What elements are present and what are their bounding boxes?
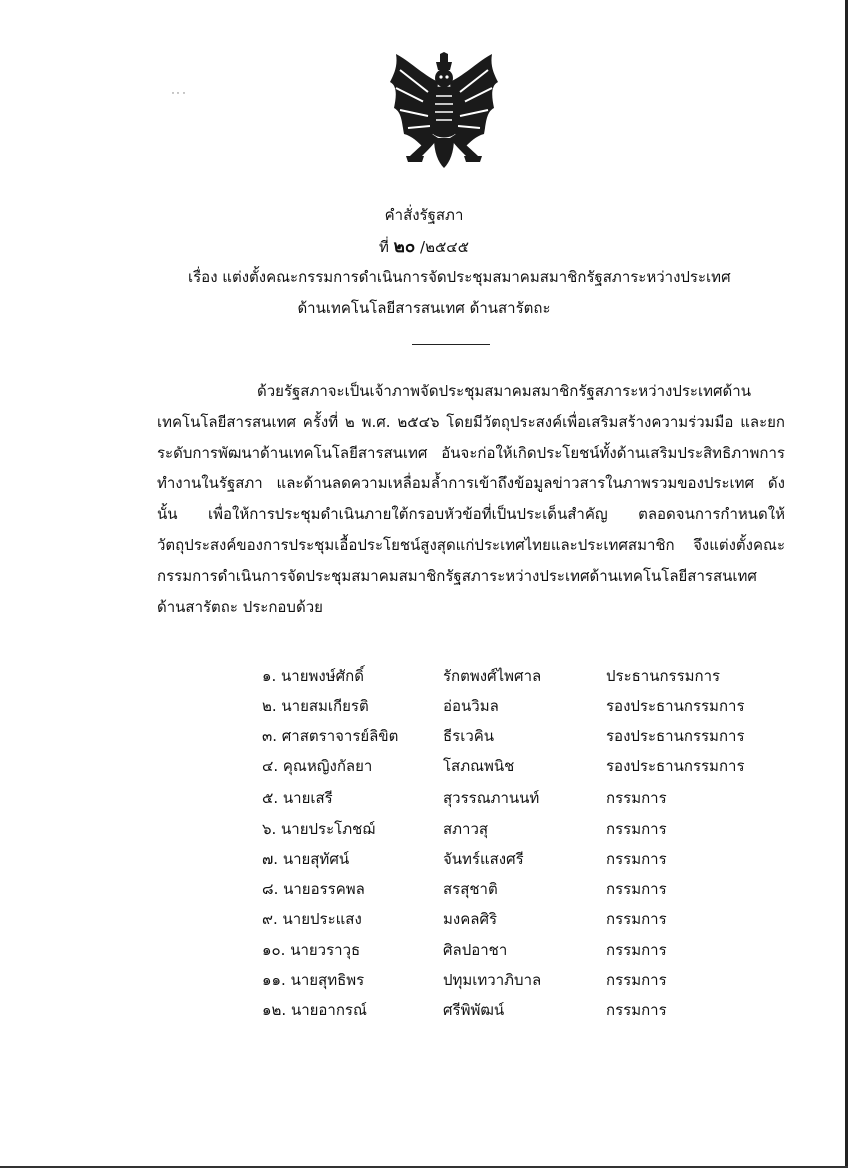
member-surname: ธีรเวคิน [443, 727, 495, 745]
order-number [0, 233, 848, 260]
member-name: ๓. ศาสตราจารย์ลิขิต [262, 727, 399, 745]
order-body [157, 376, 785, 622]
member-position: กรรมการ [606, 820, 667, 838]
member-surname: จันทร์แสงศรี [443, 850, 524, 868]
member-position: รองประธานกรรมการ [606, 697, 745, 715]
member-name: ๑. นายพงษ์ศักดิ์ [262, 667, 364, 685]
member-name: ๖. นายประโภชฌ์ [262, 820, 376, 838]
subject-line: เรื่อง แต่งตั้งคณะกรรมการดำเนินการจัดประชุมสมาคมสมาชิกรัฐสภาระหว่างประเทศ [188, 268, 731, 286]
member-name: ๑๑. นายสุทธิพร [262, 971, 365, 989]
member-position: กรรมการ [606, 850, 667, 868]
member-surname: อ่อนวิมล [443, 697, 499, 715]
order-body-text: ด้วยรัฐสภาจะเป็นเจ้าภาพจัดประชุมสมาคมสมาชิกรัฐสภาระหว่างประเทศด้านเทคโนโลยีสารสนเทศ ครั้งที่ ๒ พ.ศ. ๒๕๔๖ โดยมีวัตถุประสงค์เพื่อเสริมสร้างความร่วมมือ และยกระดับการพัฒนาด้านเทคโนโลยีสารสนเทศ อันจะก่อให้เกิดประโยชน์ทั้งด้านเสริมประสิทธิภาพการทำงานในรัฐสภา และด้านลดความเหลื่อมล้ำการเข้าถึงข้อมูลข่าวสารในภาพรวมของประเทศ ดังนั้น เพื่อให้การประชุมดำเนินภายใต้กรอบหัวข้อที่เป็นประเด็นสำคัญ ตลอดจนการกำหนดให้วัตถุประสงค์ของการประชุมเอื้อประโยชน์สูงสุดแก่ประเทศไทยและประเทศสมาชิก จึงแต่งตั้งคณะกรรมการดำเนินการจัดประชุมสมาคมสมาชิกรัฐสภาระหว่างประเทศด้านเทคโนโลยีสารสนเทศ ด้านสารัตถะ ประกอบด้วย [157, 382, 785, 616]
member-position: กรรมการ [606, 880, 667, 898]
member-surname: ศรีพิพัฒน์ [443, 1001, 505, 1019]
member-name: ๗. นายสุทัศน์ [262, 850, 350, 868]
divider-line [412, 344, 490, 345]
garuda-emblem [388, 52, 500, 170]
member-position: กรรมการ [606, 910, 667, 928]
member-name: ๑๒. นายอากรณ์ [262, 1001, 367, 1019]
order-title: คำสั่งรัฐสภา [384, 206, 464, 224]
member-position: กรรมการ [606, 1001, 667, 1019]
member-surname: รักตพงศ์ไพศาล [443, 667, 542, 685]
member-name: ๑๐. นายวราวุธ [262, 941, 361, 959]
member-surname: สภาวสุ [443, 820, 489, 838]
member-name: ๘. นายอรรคพล [262, 880, 365, 898]
member-name: ๔. คุณหญิงกัลยา [262, 757, 373, 775]
member-position: กรรมการ [606, 941, 667, 959]
member-surname: สรสุชาติ [443, 880, 498, 898]
scan-speck [172, 92, 186, 94]
subject-line-continued: ด้านเทคโนโลยีสารสนเทศ ด้านสารัตถะ [297, 299, 551, 317]
member-name: ๒. นายสมเกียรติ [262, 697, 369, 715]
member-name: ๙. นายประแสง [262, 910, 362, 928]
member-surname: โสภณพนิช [443, 757, 515, 775]
member-surname: มงคลศิริ [443, 910, 498, 928]
member-name: ๕. นายเสรี [262, 789, 333, 807]
member-position: ประธานกรรมการ [606, 667, 721, 685]
member-surname: ศิลปอาชา [443, 941, 508, 959]
order-number-value: ๒๐ [393, 237, 416, 257]
member-position: รองประธานกรรมการ [606, 727, 745, 745]
member-surname: สุวรรณภานนท์ [443, 789, 540, 807]
member-position: กรรมการ [606, 971, 667, 989]
member-position: รองประธานกรรมการ [606, 757, 745, 775]
member-position: กรรมการ [606, 789, 667, 807]
order-number-prefix: ที่ [378, 238, 389, 256]
member-surname: ปทุมเทวาภิบาล [443, 971, 542, 989]
order-year: /๒๕๔๕ [420, 238, 470, 256]
